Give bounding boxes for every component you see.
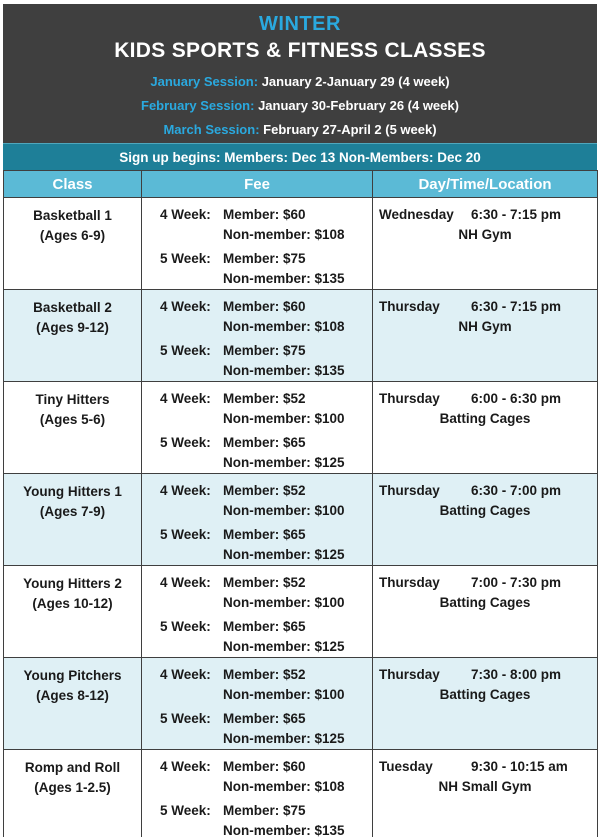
fee-4-week-nonmember: Non-member: $100: [223, 595, 345, 610]
class-schedule-table: [3, 170, 598, 837]
class-ages: (Ages 8-12): [36, 688, 109, 703]
session-dates: February 27-April 2 (5 week): [263, 122, 437, 137]
fee-5-week-label: 5 Week:: [160, 619, 211, 634]
class-location: NH Gym: [458, 227, 512, 242]
class-name: Young Hitters 2: [23, 576, 122, 591]
fee-5-week-member: Member: $75: [223, 343, 306, 358]
class-day: Thursday: [379, 575, 440, 590]
fee-4-week-member: Member: $52: [223, 667, 306, 682]
class-cell: [4, 382, 142, 474]
fee-5-week-label: 5 Week:: [160, 711, 211, 726]
fee-4-week-nonmember: Non-member: $108: [223, 779, 345, 794]
class-name: Young Pitchers: [23, 668, 122, 683]
class-ages: (Ages 6-9): [39, 228, 106, 243]
fee-4-week-member: Member: $60: [223, 207, 306, 222]
session-name: February Session:: [141, 98, 255, 113]
class-time: 6:30 - 7:15 pm: [471, 299, 562, 314]
table-row: [4, 198, 598, 290]
session-dates: January 30-February 26 (4 week): [258, 98, 459, 113]
fee-4-week-label: 4 Week:: [160, 575, 211, 590]
column-header-fee: Fee: [142, 171, 373, 198]
class-day: Thursday: [379, 667, 440, 682]
class-location: Batting Cages: [439, 411, 531, 426]
class-day: Thursday: [379, 483, 440, 498]
fee-5-week-member: Member: $75: [223, 251, 306, 266]
class-name: Tiny Hitters: [35, 392, 110, 407]
signup-banner: Sign up begins: Members: Dec 13 Non-Members: Dec 20: [3, 143, 597, 170]
class-cell: [4, 750, 142, 837]
class-cell: [4, 474, 142, 566]
class-ages: (Ages 7-9): [39, 504, 106, 519]
fee-5-week-nonmember: Non-member: $135: [223, 823, 345, 837]
class-cell: [4, 198, 142, 290]
schedule-cell: [373, 474, 598, 566]
class-location: NH Small Gym: [438, 779, 532, 794]
class-name: Basketball 2: [33, 300, 112, 315]
class-day: Thursday: [379, 391, 440, 406]
fee-4-week-nonmember: Non-member: $108: [223, 319, 345, 334]
fee-4-week-label: 4 Week:: [160, 483, 211, 498]
table-row: [4, 658, 598, 750]
class-cell: [4, 658, 142, 750]
fee-4-week-label: 4 Week:: [160, 759, 211, 774]
schedule-cell: [373, 290, 598, 382]
session-february: [3, 94, 597, 118]
fee-5-week-member: Member: $65: [223, 619, 306, 634]
class-time: 6:30 - 7:00 pm: [471, 483, 562, 498]
class-time: 6:30 - 7:15 pm: [471, 207, 562, 222]
class-ages: (Ages 1-2.5): [34, 780, 111, 795]
schedule-cell: [373, 566, 598, 658]
table-header-row: [4, 171, 598, 198]
fee-5-week-nonmember: Non-member: $135: [223, 271, 345, 286]
session-name: January Session:: [150, 74, 259, 89]
session-list: [3, 70, 597, 142]
class-name: Young Hitters 1: [23, 484, 122, 499]
fee-5-week-nonmember: Non-member: $125: [223, 547, 345, 562]
season-title: WINTER: [259, 13, 341, 35]
schedule-cell: [373, 198, 598, 290]
fee-4-week-member: Member: $52: [223, 483, 306, 498]
column-header-class: Class: [4, 171, 142, 198]
class-ages: (Ages 5-6): [39, 412, 106, 427]
fee-4-week-nonmember: Non-member: $100: [223, 411, 345, 426]
fee-5-week-member: Member: $65: [223, 527, 306, 542]
fee-4-week-member: Member: $60: [223, 759, 306, 774]
class-name: Basketball 1: [33, 208, 112, 223]
fee-5-week-member: Member: $65: [223, 435, 306, 450]
table-row: [4, 750, 598, 837]
fee-4-week-member: Member: $52: [223, 391, 306, 406]
fee-5-week-label: 5 Week:: [160, 343, 211, 358]
fee-4-week-nonmember: Non-member: $100: [223, 687, 345, 702]
table-row: [4, 566, 598, 658]
fee-4-week-nonmember: Non-member: $108: [223, 227, 345, 242]
fee-5-week-nonmember: Non-member: $125: [223, 731, 345, 746]
class-time: 7:00 - 7:30 pm: [471, 575, 562, 590]
table-row: [4, 382, 598, 474]
fee-4-week-label: 4 Week:: [160, 299, 211, 314]
fee-4-week-member: Member: $60: [223, 299, 306, 314]
class-day: Wednesday: [379, 207, 454, 222]
class-location: Batting Cages: [439, 503, 531, 518]
schedule-cell: [373, 658, 598, 750]
fee-5-week-label: 5 Week:: [160, 803, 211, 818]
table-row: [4, 474, 598, 566]
class-location: Batting Cages: [439, 595, 531, 610]
class-location: Batting Cages: [439, 687, 531, 702]
class-time: 6:00 - 6:30 pm: [471, 391, 562, 406]
class-location: NH Gym: [458, 319, 512, 334]
class-ages: (Ages 10-12): [32, 596, 113, 611]
class-time: 9:30 - 10:15 am: [471, 759, 568, 774]
session-march: [3, 118, 597, 142]
schedule-cell: [373, 750, 598, 837]
class-cell: [4, 566, 142, 658]
fee-cell: [142, 474, 373, 566]
fee-5-week-label: 5 Week:: [160, 435, 211, 450]
fee-4-week-member: Member: $52: [223, 575, 306, 590]
session-name: March Session:: [163, 122, 260, 137]
fee-4-week-label: 4 Week:: [160, 667, 211, 682]
session-january: [3, 70, 597, 94]
fee-5-week-member: Member: $65: [223, 711, 306, 726]
flyer-header: [3, 4, 597, 143]
page-title: KIDS SPORTS & FITNESS CLASSES: [114, 39, 486, 62]
class-day: Thursday: [379, 299, 440, 314]
fee-cell: [142, 198, 373, 290]
fee-4-week-label: 4 Week:: [160, 207, 211, 222]
fee-cell: [142, 750, 373, 837]
class-name: Romp and Roll: [24, 760, 121, 775]
fee-cell: [142, 290, 373, 382]
class-ages: (Ages 9-12): [36, 320, 109, 335]
fee-5-week-nonmember: Non-member: $135: [223, 363, 345, 378]
table-body: [4, 198, 598, 837]
class-time: 7:30 - 8:00 pm: [471, 667, 562, 682]
fee-4-week-nonmember: Non-member: $100: [223, 503, 345, 518]
fee-5-week-member: Member: $75: [223, 803, 306, 818]
class-day: Tuesday: [379, 759, 433, 774]
fee-cell: [142, 566, 373, 658]
fee-cell: [142, 658, 373, 750]
schedule-cell: [373, 382, 598, 474]
column-header-day-time-location: Day/Time/Location: [373, 171, 598, 198]
fee-5-week-nonmember: Non-member: $125: [223, 639, 345, 654]
fee-cell: [142, 382, 373, 474]
class-cell: [4, 290, 142, 382]
fee-4-week-label: 4 Week:: [160, 391, 211, 406]
fee-5-week-label: 5 Week:: [160, 527, 211, 542]
fee-5-week-label: 5 Week:: [160, 251, 211, 266]
table-row: [4, 290, 598, 382]
session-dates: January 2-January 29 (4 week): [261, 74, 450, 89]
fee-5-week-nonmember: Non-member: $125: [223, 455, 345, 470]
